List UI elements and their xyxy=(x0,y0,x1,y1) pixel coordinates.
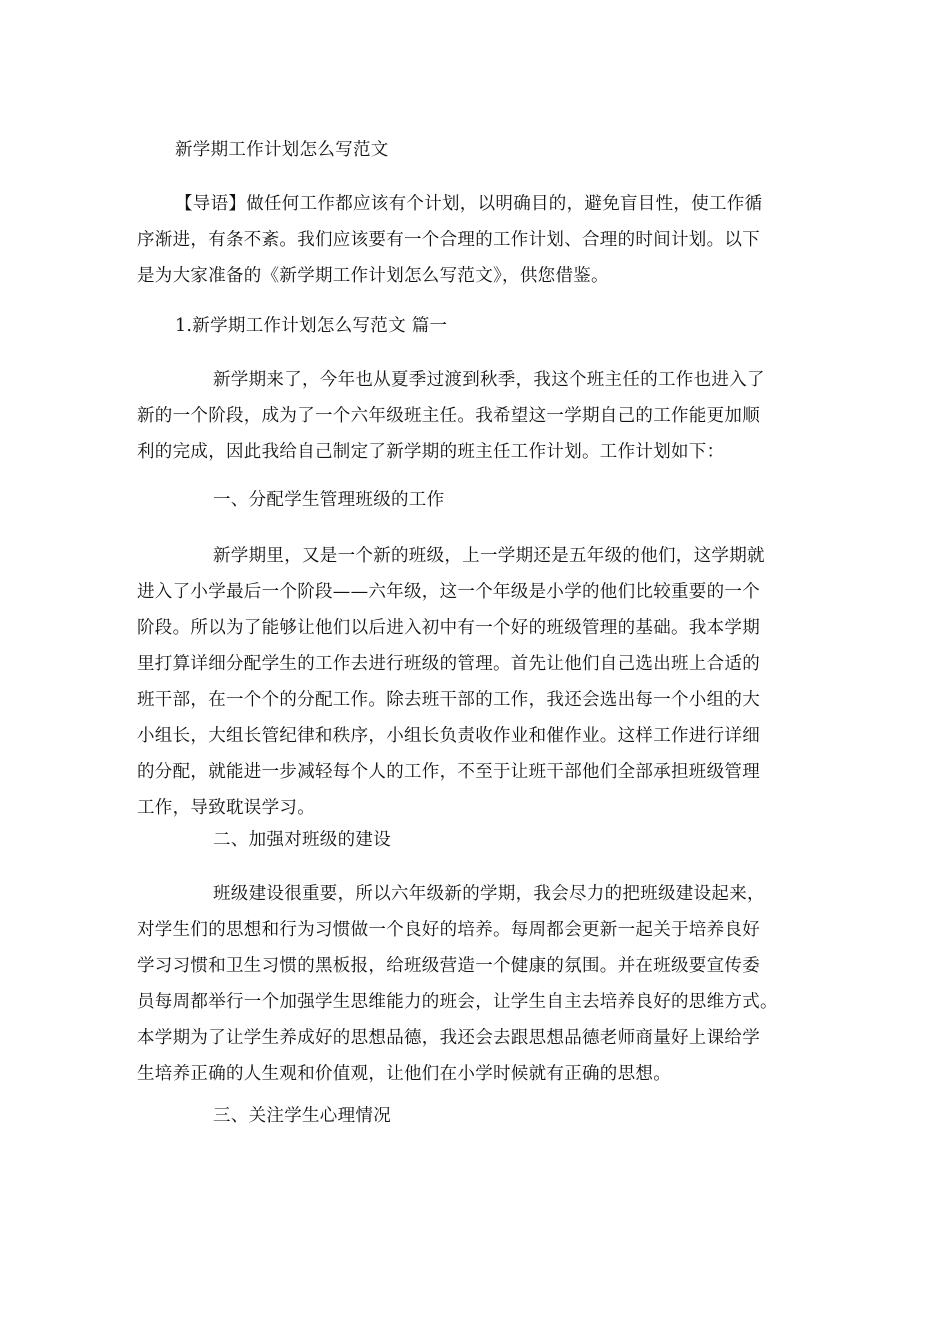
intro-line: 是为大家准备的《新学期工作计划怎么写范文》，供您借鉴。 xyxy=(137,266,609,286)
paragraph-line: 对学生们的思想和行为习惯做一个良好的培养。每周都会更新一起关于培养良好 xyxy=(137,920,760,940)
paragraph-line: 生培养正确的人生观和价值观，让他们在小学时候就有正确的思想。 xyxy=(137,1064,671,1084)
paragraph-line: 新的一个阶段，成为了一个六年级班主任。我希望这一学期自己的工作能更加顺 xyxy=(137,406,760,426)
paragraph-line: 学习习惯和卫生习惯的黑板报，给班级营造一个健康的氛围。并在班级要宣传委 xyxy=(137,956,760,976)
intro-line: 序渐进，有条不紊。我们应该要有一个合理的工作计划、合理的时间计划。以下 xyxy=(137,230,760,250)
paragraph-line: 里打算详细分配学生的工作去进行班级的管理。首先让他们自己选出班上合适的 xyxy=(137,654,760,674)
paragraph-line: 利的完成，因此我给自己制定了新学期的班主任工作计划。工作计划如下： xyxy=(137,442,725,462)
paragraph-line: 阶段。所以为了能够让他们以后进入初中有一个好的班级管理的基础。我本学期 xyxy=(137,618,760,638)
paragraph-line: 本学期为了让学生养成好的思想品德，我还会去跟思想品德老师商量好上课给学 xyxy=(137,1028,760,1048)
subheading-2: 二、加强对班级的建设 xyxy=(213,830,391,850)
paragraph-line: 新学期里，又是一个新的班级，上一学期还是五年级的他们，这学期就 xyxy=(213,546,765,566)
paragraph-3 xyxy=(137,876,817,1092)
paragraph-line: 进入了小学最后一个阶段——六年级，这一个年级是小学的他们比较重要的一个 xyxy=(137,582,760,602)
paragraph-line: 班级建设很重要，所以六年级新的学期，我会尽力的把班级建设起来， xyxy=(213,884,765,904)
section-heading: 1.新学期工作计划怎么写范文 篇一 xyxy=(175,316,448,336)
paragraph-2 xyxy=(137,538,817,826)
intro-paragraph xyxy=(137,186,817,294)
subheading-1: 一、分配学生管理班级的工作 xyxy=(213,490,445,510)
paragraph-line: 工作，导致耽误学习。 xyxy=(137,798,315,818)
subheading-3: 三、关注学生心理情况 xyxy=(213,1106,391,1126)
paragraph-line: 小组长，大组长管纪律和秩序，小组长负责收作业和催作业。这样工作进行详细 xyxy=(137,726,760,746)
paragraph-line: 班干部，在一个个的分配工作。除去班干部的工作，我还会选出每一个小组的大 xyxy=(137,690,760,710)
paragraph-line: 新学期来了，今年也从夏季过渡到秋季，我这个班主任的工作也进入了 xyxy=(213,370,765,390)
document-title: 新学期工作计划怎么写范文 xyxy=(175,140,389,160)
paragraph-1 xyxy=(137,362,817,470)
paragraph-line: 的分配，就能进一步减轻每个人的工作，不至于让班干部他们全部承担班级管理 xyxy=(137,762,760,782)
paragraph-line: 员每周都举行一个加强学生思维能力的班会，让学生自主去培养良好的思维方式。 xyxy=(137,992,778,1012)
intro-line: 【导语】做任何工作都应该有个计划，以明确目的，避免盲目性，使工作循 xyxy=(175,194,763,214)
